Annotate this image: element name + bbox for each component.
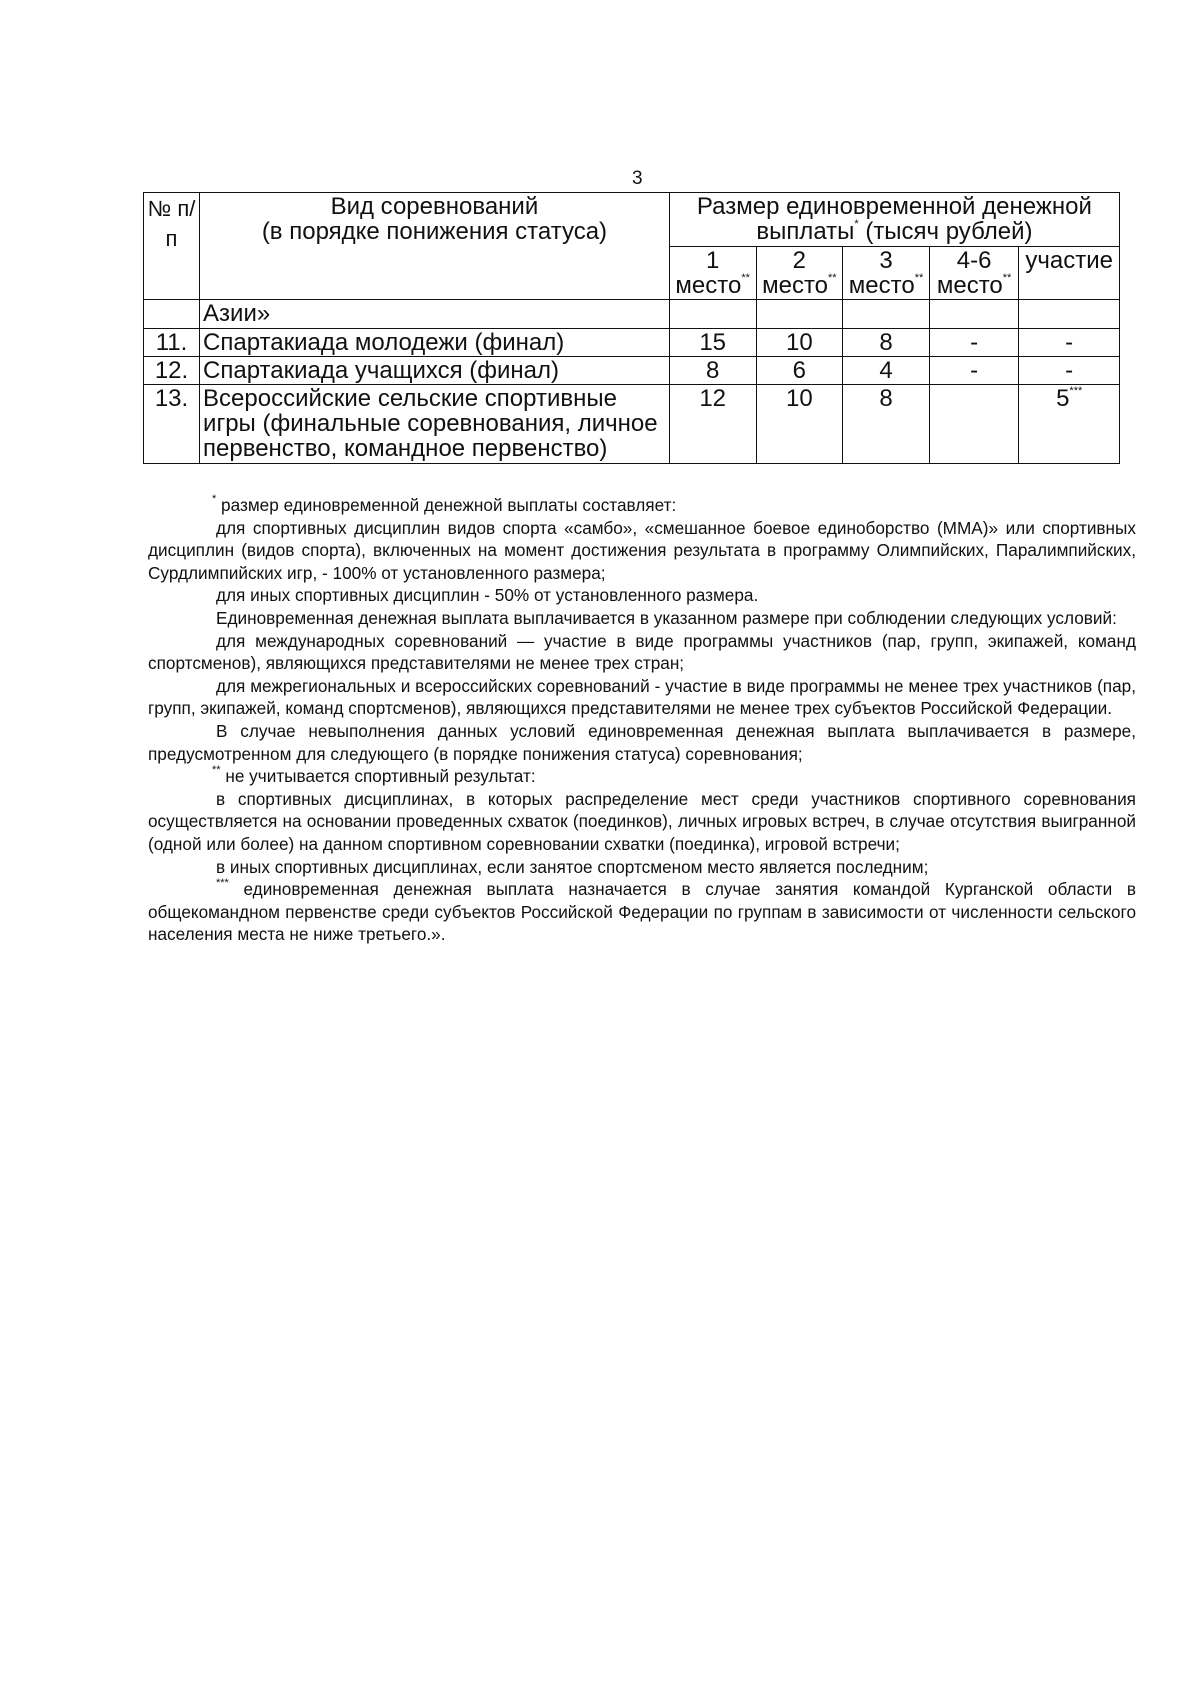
row-value-3: 8 (843, 328, 930, 356)
row-value-participation (1019, 384, 1120, 463)
row-value-3: 4 (843, 356, 930, 384)
subheader-place-4-6 (929, 247, 1019, 300)
table-row (144, 356, 1120, 384)
row-value-participation (1019, 300, 1120, 328)
place-2-label: место (762, 272, 829, 300)
subheader-place-2 (756, 247, 843, 300)
place-3-num: 3 (879, 247, 893, 274)
header-kind (200, 193, 670, 300)
row-value-1: 15 (669, 328, 756, 356)
footnote-2-heading (148, 765, 1136, 788)
header-payout (669, 193, 1119, 247)
row-value-4-6 (929, 300, 1019, 328)
place-4-6-label: место (936, 272, 1003, 300)
subheader-place-3 (843, 247, 930, 300)
footnote-mark-1: * (854, 218, 859, 231)
row-num: 11. (144, 328, 200, 356)
footnote-paragraph: в спортивных дисциплинах, в которых распределение мест среди участников спортивного соревнования осуществляется на основании проведенных схваток (поединков), личных игровых встреч, в случае отсутствия выигранной (одной или более) на данном спортивном соревновании схватки (поединка), игровой встречи; (148, 788, 1136, 854)
place-1-mark: ** (741, 272, 750, 285)
place-1-num: 1 (705, 247, 720, 274)
row-name: Азии» (200, 300, 670, 328)
place-3-label: место (848, 272, 915, 300)
place-2-num: 2 (792, 247, 807, 274)
footnote-2-text: не учитывается спортивный результат: (220, 766, 536, 787)
table-row (144, 384, 1120, 463)
footnote-1-heading (148, 494, 1136, 517)
row-num: 13. (144, 384, 200, 463)
header-kind-line2: (в порядке понижения статуса) (261, 218, 608, 246)
place-1-label: место (675, 272, 742, 300)
row-value-participation (1019, 328, 1120, 356)
subheader-place-1 (669, 247, 756, 300)
footnote-paragraph: для межрегиональных и всероссийских соревнований - участие в виде программы не менее трех участников (пар, групп, экипажей, команд спортсменов), являющихся представителями не менее трех субъектов Российской Федерации. (148, 675, 1136, 719)
table-row (144, 300, 1120, 328)
place-4-6-num: 4-6 (956, 247, 992, 274)
row-value-2 (756, 300, 843, 328)
row-value-2: 10 (756, 328, 843, 356)
footnote-paragraph: для иных спортивных дисциплин - 50% от установленного размера. (216, 585, 759, 606)
footnote-1-mark: * (212, 493, 217, 505)
header-num (144, 193, 200, 300)
row-value-3: 8 (843, 384, 930, 463)
row-value-4-6: - (929, 328, 1019, 356)
payout-table (143, 192, 1120, 464)
participation-label: участие (1025, 247, 1113, 274)
footnote-paragraph: Единовременная денежная выплата выплачивается в указанном размере при соблюдении следующих условий: (216, 607, 1117, 628)
header-kind-line1: Вид соревнований (330, 193, 539, 220)
participation-value: - (1065, 356, 1074, 384)
footnotes (148, 494, 1136, 946)
header-payout-line1: Размер единовременной денежной (696, 193, 1092, 220)
place-2-mark: ** (828, 272, 837, 285)
table-header-row (144, 193, 1120, 247)
header-num-text: № п/ п (147, 196, 196, 251)
row-value-2: 6 (756, 356, 843, 384)
row-name: Спартакиада учащихся (финал) (200, 356, 670, 384)
row-value-1 (669, 300, 756, 328)
row-value-3 (843, 300, 930, 328)
footnote-3-text: единовременная денежная выплата назначается в случае занятия командой Курганской области в общекомандном первенстве среди субъектов Российской Федерации по группам в зависимости от численности сельского населения места не ниже третьего.». (148, 879, 1136, 945)
row-value-participation (1019, 356, 1120, 384)
subheader-participation (1019, 247, 1120, 300)
row-value-2: 10 (756, 384, 843, 463)
footnote-paragraph: для спортивных дисциплин видов спорта «самбо», «смешанное боевое единоборство (ММА)» или спортивных дисциплин (видов спорта), включенных на момент достижения результата в программу Олимпийских, Паралимпийских, Сурдлимпийских игр, - 100% от установленного размера; (148, 517, 1136, 583)
row-num: 12. (144, 356, 200, 384)
place-4-6-mark: ** (1002, 272, 1012, 285)
footnote-paragraph: в иных спортивных дисциплинах, если занятое спортсменом место является последним; (216, 856, 929, 877)
header-payout-line2-post: (тысяч рублей) (858, 218, 1033, 246)
table-row (144, 328, 1120, 356)
footnote-2-mark: ** (212, 764, 221, 777)
participation-value: - (1065, 328, 1074, 356)
footnote-paragraph: для международных соревнований — участие в виде программы участников (пар, групп, экипажей, команд спортсменов), являющихся представителями не менее трех стран; (148, 630, 1136, 674)
row-value-1: 12 (669, 384, 756, 463)
footnote-1-text: размер единовременной денежной выплаты составляет: (216, 495, 677, 515)
participation-value: 5 (1056, 384, 1070, 412)
row-name: Спартакиада молодежи (финал) (200, 328, 670, 356)
participation-mark: *** (1069, 384, 1083, 397)
header-payout-line2 (673, 219, 1116, 244)
page-number: 3 (632, 168, 643, 189)
header-payout-line2-pre: выплаты (756, 218, 855, 246)
row-value-4-6 (929, 384, 1019, 463)
row-name: Всероссийские сельские спортивные игры (финальные соревнования, личное первенство, командное первенство) (200, 384, 670, 463)
row-value-4-6: - (929, 356, 1019, 384)
footnote-3-mark: *** (216, 877, 229, 890)
place-3-mark: ** (914, 272, 924, 285)
row-num (144, 300, 200, 328)
footnote-paragraph: В случае невыполнения данных условий единовременная денежная выплата выплачивается в размере, предусмотренном для следующего (в порядке понижения статуса) соревнования; (148, 720, 1136, 764)
row-value-1: 8 (669, 356, 756, 384)
footnote-3 (148, 878, 1136, 946)
